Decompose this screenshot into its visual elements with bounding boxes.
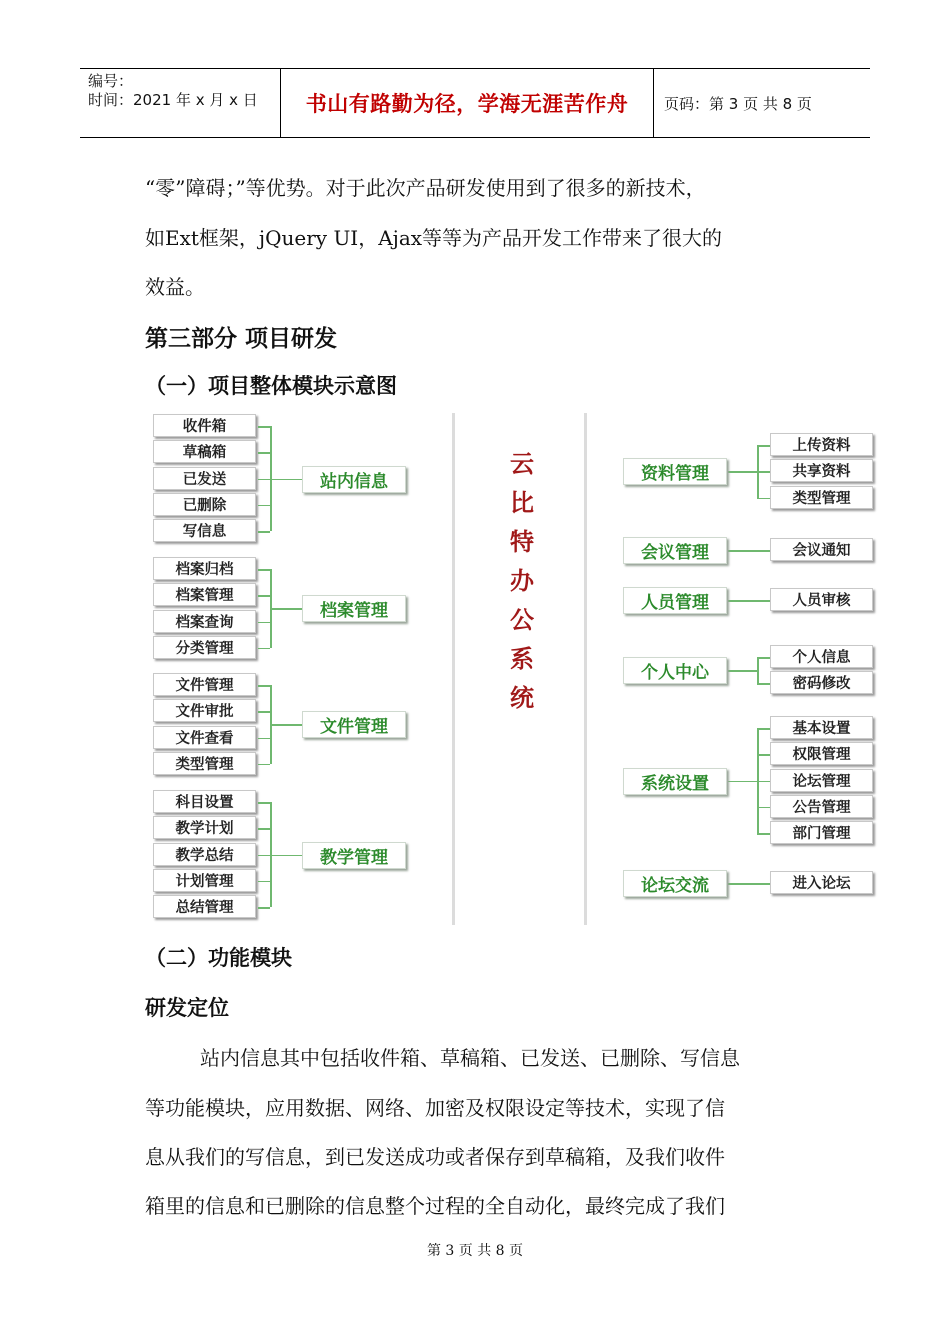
page-header	[80, 68, 870, 138]
sub-module-box: 个人信息	[770, 645, 873, 668]
module-box: 系统设置	[623, 768, 727, 795]
page-footer: 第 3 页 共 8 页	[426, 1243, 524, 1259]
sub-module-box: 权限管理	[770, 742, 873, 765]
module-box: 教学管理	[302, 842, 406, 869]
system-title-char: 云	[510, 450, 534, 478]
connector-line	[728, 550, 757, 552]
connector-line	[757, 683, 770, 685]
sub-module-box: 教学计划	[153, 816, 256, 839]
connector-line	[757, 600, 770, 602]
module-box: 会议管理	[623, 537, 727, 564]
connector-line	[258, 505, 270, 507]
sub-module-box: 写信息	[153, 519, 256, 542]
connector-line	[258, 828, 270, 830]
connector-line	[258, 595, 270, 597]
module-box: 个人中心	[623, 657, 727, 684]
connector-line	[757, 807, 770, 809]
sub-module-box: 基本设置	[770, 716, 873, 739]
sub-module-box: 论坛管理	[770, 769, 873, 792]
system-title-char: 统	[510, 684, 534, 712]
connector-line	[757, 728, 770, 730]
connector-line	[270, 724, 302, 726]
sub-module-box: 文件查看	[153, 726, 256, 749]
paragraph-line: “零”障碍；”等优势。对于此次产品研发使用到了很多的新技术，	[145, 176, 706, 200]
connector-line	[757, 445, 770, 447]
sub-module-box: 档案管理	[153, 583, 256, 606]
module-box: 站内信息	[302, 466, 406, 493]
sub-module-box: 密码修改	[770, 671, 873, 694]
header-meta-cell	[80, 69, 281, 137]
connector-line	[258, 569, 270, 571]
sub-module-box: 共享资料	[770, 459, 873, 482]
sub-module-box: 人员审核	[770, 588, 873, 611]
connector-line	[757, 728, 759, 833]
system-title	[502, 445, 542, 718]
connector-line	[728, 670, 757, 672]
module-box: 资料管理	[623, 458, 727, 485]
paragraph-line: 站内信息其中包括收件箱、草稿箱、已发送、已删除、写信息	[200, 1046, 740, 1070]
connector-line	[258, 426, 270, 428]
connector-line	[757, 657, 770, 659]
sub-module-box: 公告管理	[770, 795, 873, 818]
sub-module-box: 会议通知	[770, 538, 873, 561]
connector-line	[258, 452, 270, 454]
doc-number-label: 编号：	[88, 72, 134, 90]
connector-line	[757, 471, 770, 473]
sub-module-box: 档案查询	[153, 610, 256, 633]
header-motto: 书山有路勤为径，学海无涯苦作舟	[305, 92, 629, 116]
connector-line	[728, 883, 757, 885]
paragraph-line: 箱里的信息和已删除的信息整个过程的全自动化，最终完成了我们	[145, 1194, 725, 1218]
module-box: 论坛交流	[623, 870, 727, 897]
system-title-char: 比	[510, 489, 534, 517]
sub-module-box: 已发送	[153, 467, 256, 490]
connector-line	[258, 907, 270, 909]
sub-module-box: 部门管理	[770, 821, 873, 844]
connector-line	[258, 764, 270, 766]
connector-line	[757, 445, 759, 498]
sub-module-box: 分类管理	[153, 636, 256, 659]
sub-module-box: 进入论坛	[770, 871, 873, 894]
header-motto-cell	[281, 69, 654, 137]
module-diagram	[140, 405, 885, 930]
sub-module-box: 草稿箱	[153, 440, 256, 463]
sub-module-box: 类型管理	[153, 752, 256, 775]
header-page-cell	[654, 69, 870, 137]
connector-line	[270, 855, 302, 857]
header-page-number: 页码：第 3 页 共 8 页	[664, 94, 812, 113]
connector-line	[258, 802, 270, 804]
module-box: 人员管理	[623, 587, 727, 614]
module-box: 文件管理	[302, 711, 406, 738]
connector-line	[258, 685, 270, 687]
diagram-separator	[584, 413, 587, 925]
sub-module-box: 收件箱	[153, 414, 256, 437]
connector-line	[757, 754, 770, 756]
module-box: 档案管理	[302, 595, 406, 622]
connector-line	[258, 855, 270, 857]
subsection-title: 研发定位	[145, 996, 229, 1020]
connector-line	[258, 479, 270, 481]
paragraph-line: 息从我们的写信息，到已发送成功或者保存到草稿箱，及我们收件	[145, 1145, 725, 1169]
connector-line	[757, 657, 759, 683]
section-title: 第三部分 项目研发	[145, 326, 338, 352]
sub-module-box: 已删除	[153, 493, 256, 516]
sub-module-box: 计划管理	[153, 869, 256, 892]
sub-module-box: 档案归档	[153, 557, 256, 580]
paragraph-line: 效益。	[145, 275, 205, 299]
connector-line	[258, 622, 270, 624]
sub-module-box: 总结管理	[153, 895, 256, 918]
connector-line	[757, 883, 770, 885]
connector-line	[757, 498, 770, 500]
doc-time-label: 时间：2021 年 x 月 x 日	[88, 91, 258, 109]
sub-module-box: 类型管理	[770, 486, 873, 509]
subsection-title: （一）项目整体模块示意图	[145, 374, 397, 398]
sub-module-box: 上传资料	[770, 433, 873, 456]
diagram-separator	[452, 413, 455, 925]
sub-module-box: 教学总结	[153, 843, 256, 866]
connector-line	[757, 781, 770, 783]
connector-line	[270, 608, 302, 610]
connector-line	[258, 711, 270, 713]
subsection-title: （二）功能模块	[145, 946, 292, 970]
paragraph-line: 等功能模块，应用数据、网络、加密及权限设定等技术，实现了信	[145, 1096, 725, 1120]
connector-line	[258, 531, 270, 533]
system-title-char: 办	[510, 567, 534, 595]
connector-line	[258, 738, 270, 740]
sub-module-box: 文件审批	[153, 699, 256, 722]
connector-line	[270, 479, 302, 481]
sub-module-box: 科目设置	[153, 790, 256, 813]
connector-line	[757, 833, 770, 835]
connector-line	[728, 471, 757, 473]
paragraph-line: 如Ext框架，jQuery UI，Ajax等等为产品开发工作带来了很大的	[145, 226, 723, 250]
system-title-char: 系	[510, 645, 534, 673]
connector-line	[728, 600, 757, 602]
connector-line	[757, 550, 770, 552]
sub-module-box: 文件管理	[153, 673, 256, 696]
connector-line	[258, 881, 270, 883]
connector-line	[258, 648, 270, 650]
system-title-char: 特	[510, 528, 534, 556]
system-title-char: 公	[510, 606, 534, 634]
connector-line	[728, 781, 757, 783]
